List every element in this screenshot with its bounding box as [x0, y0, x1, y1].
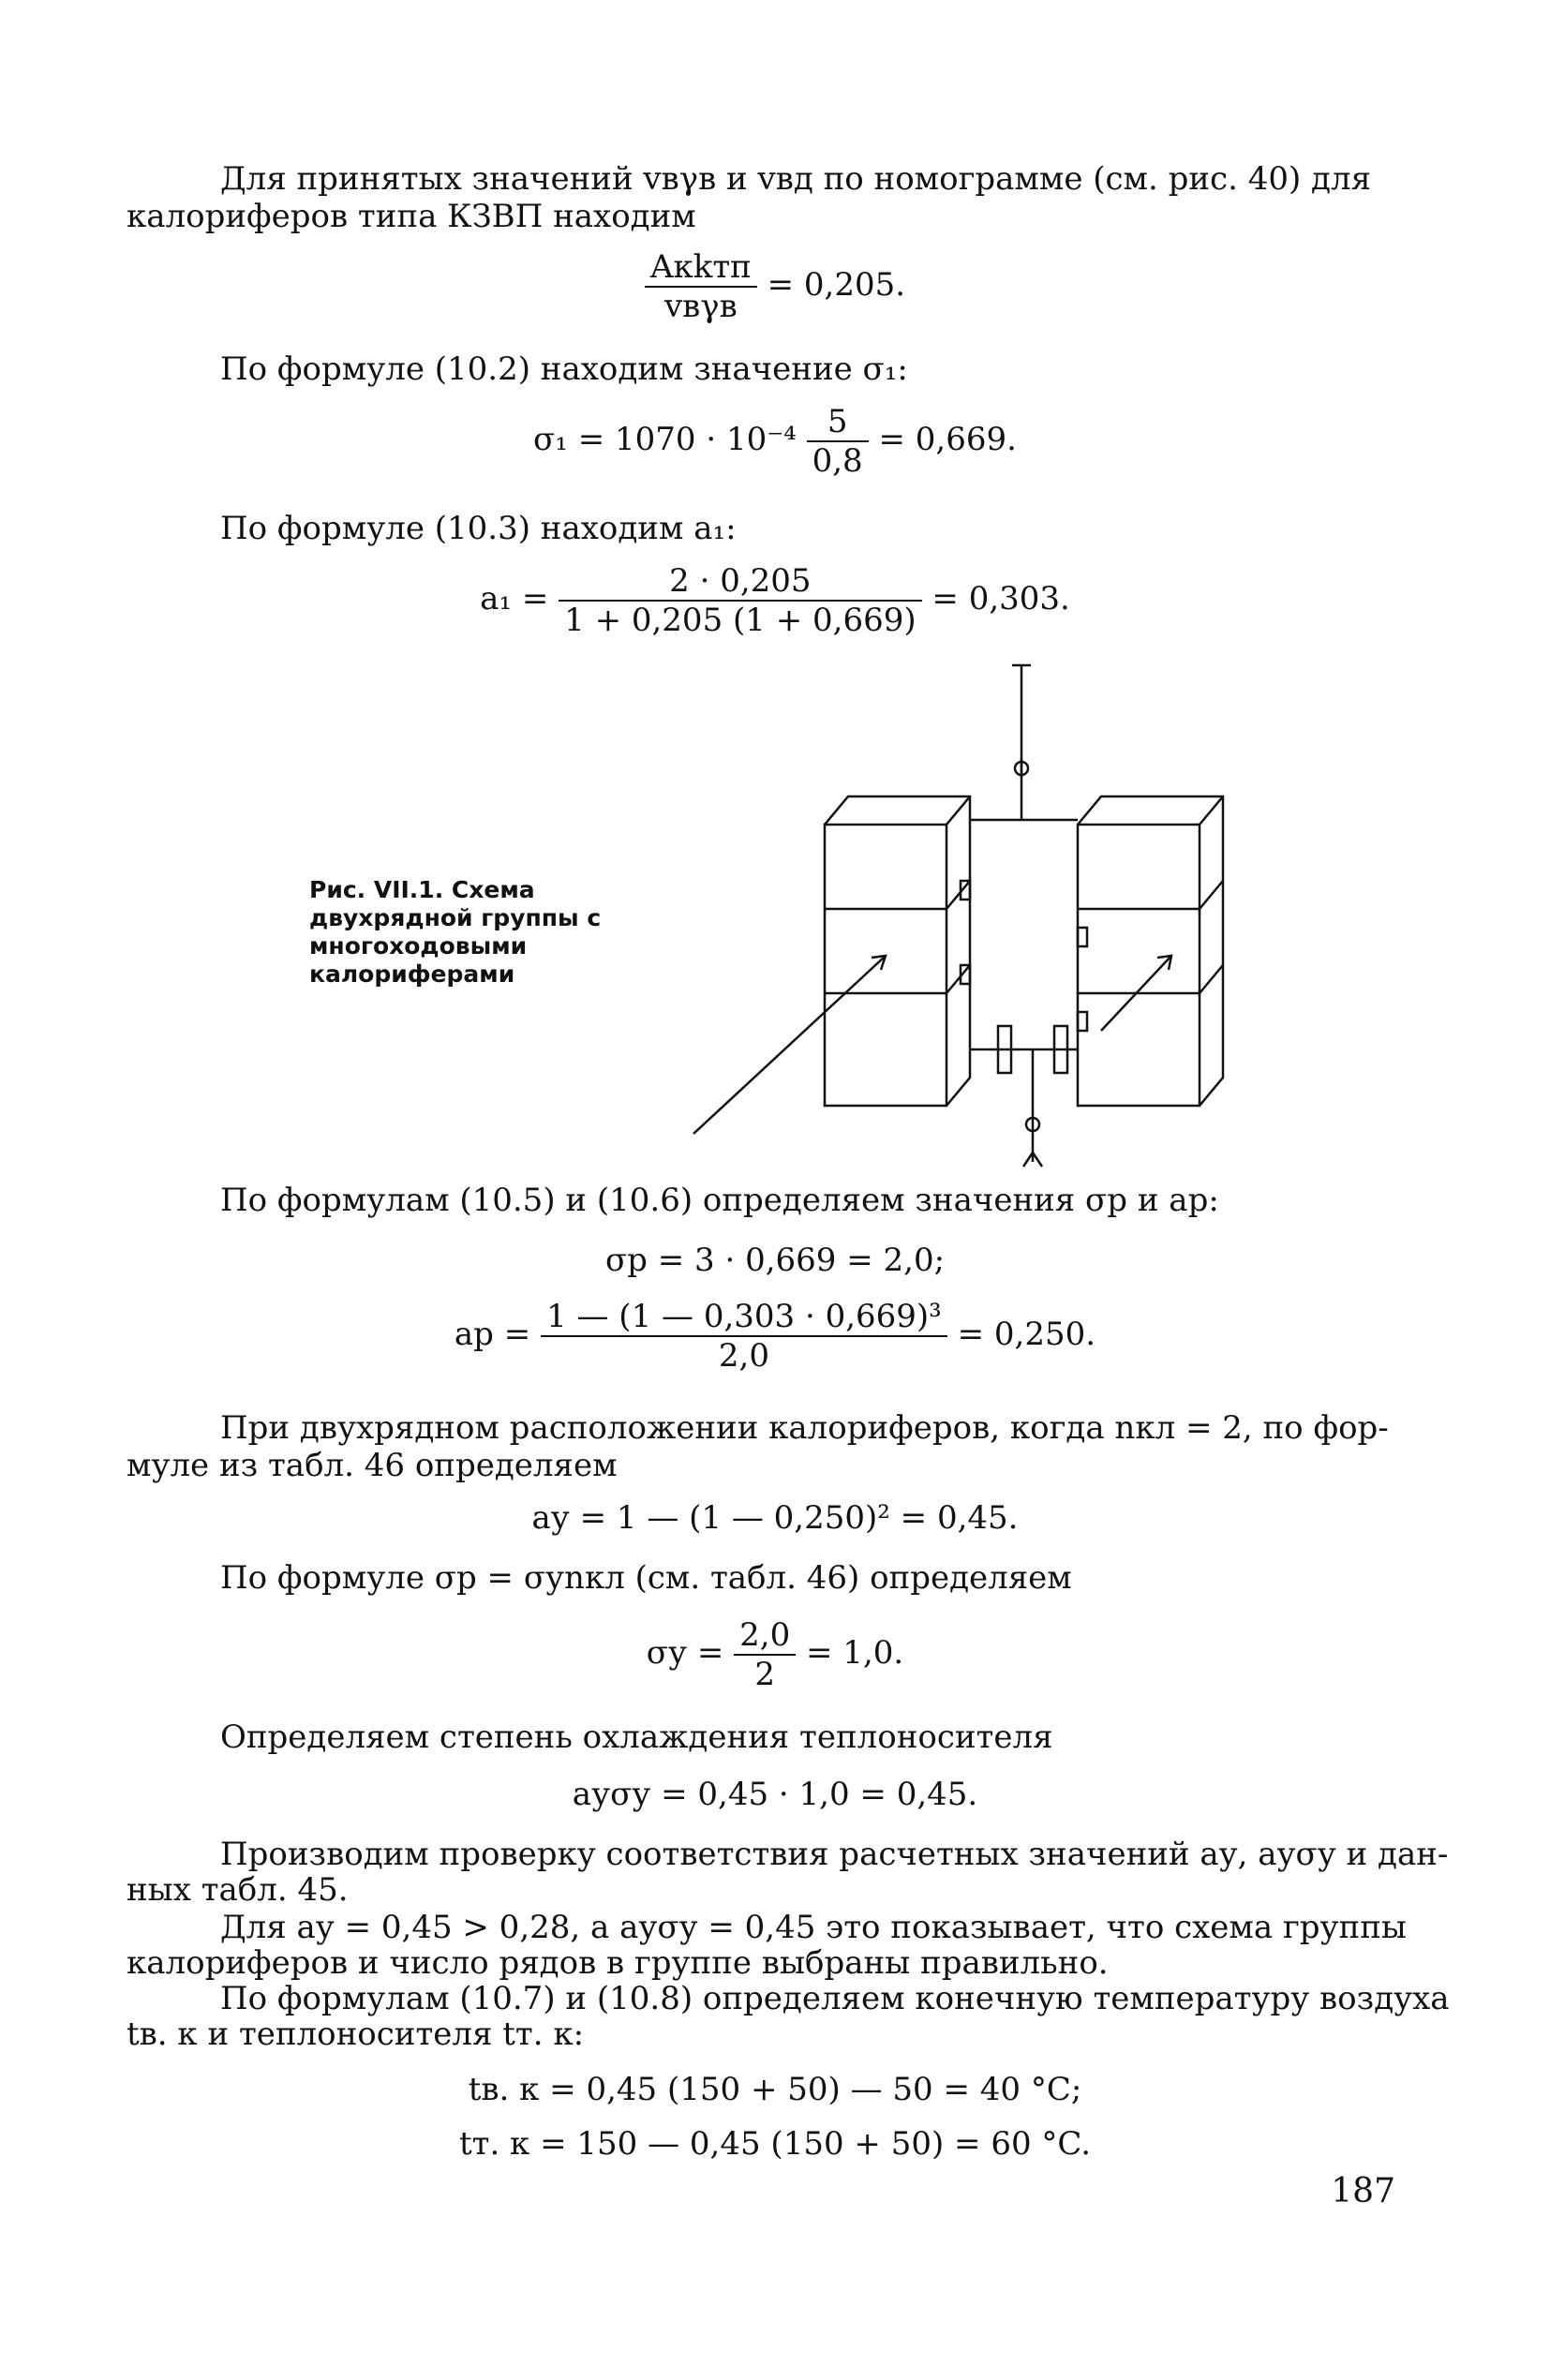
paragraph-7: Определяем степень охлаждения теплоносителя: [220, 1718, 1053, 1756]
formula-1-result: = 0,205.: [767, 266, 906, 304]
formula-2-result: = 0,669.: [878, 421, 1017, 458]
formula-7-numerator: 2,0: [734, 1616, 796, 1656]
formula-6: aу = 1 — (1 — 0,250)² = 0,45.: [531, 1499, 1019, 1537]
formula-2-denominator: 0,8: [812, 442, 863, 480]
formula-5-fraction: [541, 1298, 947, 1375]
page-number: 187: [1331, 2172, 1395, 2210]
formula-2-lhs: σ₁ = 1070 · 10⁻⁴: [533, 421, 797, 458]
formula-5-lhs: aр =: [454, 1316, 531, 1353]
formula-4: σр = 3 · 0,669 = 2,0;: [604, 1242, 946, 1279]
formula-5-denominator: 2,0: [718, 1337, 769, 1375]
airflow-arrow-left: [693, 956, 886, 1134]
paragraph-10-line-2: tв. к и теплоносителя tт. к:: [127, 2016, 585, 2053]
left-heater-front: [825, 825, 946, 1106]
paragraph-9-line-2: калориферов и число рядов в группе выбраны правильно.: [127, 1944, 1109, 1982]
formula-1-fraction: [645, 248, 757, 325]
paragraph-8-line-2: ных табл. 45.: [127, 1871, 349, 1909]
paragraph-3: По формуле (10.3) находим a₁:: [220, 510, 737, 547]
formula-3-result: = 0,303.: [931, 580, 1070, 617]
formula-5-result: = 0,250.: [957, 1316, 1096, 1353]
formula-2: [0, 403, 1550, 480]
formula-5-numerator: 1 — (1 — 0,303 · 0,669)³: [541, 1298, 947, 1337]
formula-3-denominator: 1 + 0,205 (1 + 0,669): [564, 602, 917, 639]
formula-7-fraction: [734, 1616, 796, 1693]
formula-2-numerator: 5: [807, 403, 869, 442]
formula-9: tв. к = 0,45 (150 + 50) — 50 = 40 °C;: [468, 2071, 1082, 2108]
formula-7-lhs: σу =: [646, 1634, 724, 1672]
right-heater-front: [1078, 825, 1200, 1106]
formula-3-lhs: a₁ =: [480, 580, 549, 617]
heater-group-diagram: [684, 656, 1246, 1181]
formula-7: [0, 1616, 1550, 1693]
paragraph-2: По формуле (10.2) находим значение σ₁:: [220, 350, 908, 388]
formula-7-result: = 1,0.: [806, 1634, 904, 1672]
paragraph-8-line-1: Производим проверку соответствия расчетных значений aу, aуσу и дан-: [220, 1836, 1449, 1873]
formula-1-denominator: vвγв: [663, 288, 738, 325]
formula-8: aуσу = 0,45 · 1,0 = 0,45.: [572, 1776, 978, 1813]
formula-3-fraction: [559, 562, 921, 639]
paragraph-5-line-2: муле из табл. 46 определяем: [127, 1447, 618, 1484]
paragraph-1-line-1: Для принятых значений vвγв и vвд по номограмме (см. рис. 40) для: [220, 160, 1372, 198]
formula-3: [0, 562, 1550, 639]
formula-3-numerator: 2 · 0,205: [559, 562, 921, 602]
paragraph-5-line-1: При двухрядном расположении калориферов, когда nкл = 2, по фор-: [220, 1409, 1389, 1447]
formula-1: [0, 248, 1550, 325]
formula-5: [0, 1298, 1550, 1375]
formula-1-numerator: Aкkтп: [645, 248, 757, 288]
paragraph-1-line-2: калориферов типа КЗВП находим: [127, 198, 696, 235]
figure-caption: Рис. VII.1. Схема двухрядной группы с многоходовыми калориферами: [309, 876, 602, 988]
formula-10: tт. к = 150 — 0,45 (150 + 50) = 60 °C.: [458, 2125, 1092, 2163]
paragraph-9-line-1: Для aу = 0,45 > 0,28, а aуσу = 0,45 это показывает, что схема группы: [220, 1909, 1407, 1946]
formula-2-fraction: [807, 403, 869, 480]
right-heater-top: [1078, 796, 1223, 1106]
left-heater-top: [825, 796, 970, 1106]
paragraph-6: По формуле σр = σуnкл (см. табл. 46) определяем: [220, 1559, 1072, 1597]
formula-7-denominator: 2: [754, 1656, 775, 1693]
paragraph-10-line-1: По формулам (10.7) и (10.8) определяем конечную температуру воздуха: [220, 1980, 1450, 2017]
paragraph-4: По формулам (10.5) и (10.6) определяем значения σр и aр:: [220, 1182, 1219, 1219]
